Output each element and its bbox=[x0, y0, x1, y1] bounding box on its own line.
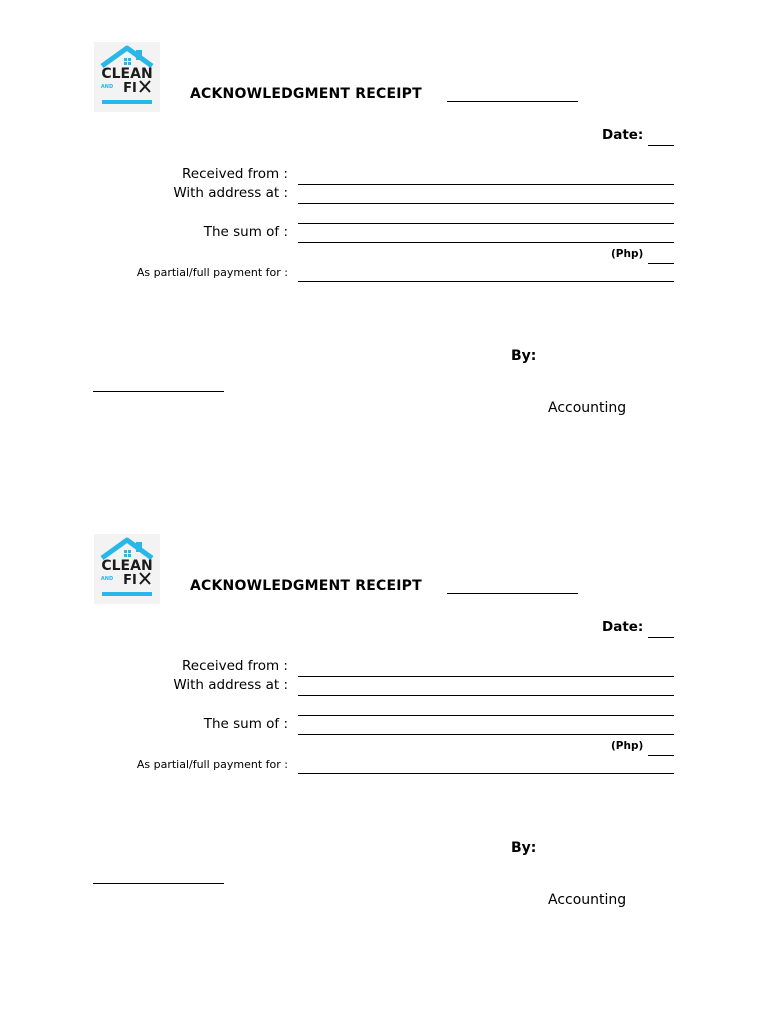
svg-text:FI: FI bbox=[123, 81, 137, 96]
sum-label: The sum of : bbox=[203, 224, 288, 240]
signatory-label: Accounting bbox=[548, 400, 627, 416]
sum-label: The sum of : bbox=[203, 716, 288, 732]
payment-for-field[interactable] bbox=[298, 281, 674, 282]
signature-line[interactable] bbox=[93, 883, 224, 884]
received-from-field[interactable] bbox=[298, 676, 674, 677]
address-field[interactable] bbox=[298, 695, 674, 696]
date-label: Date: bbox=[602, 127, 644, 143]
address-field[interactable] bbox=[298, 203, 674, 204]
svg-text:CLEAN: CLEAN bbox=[101, 66, 153, 82]
signature-line[interactable] bbox=[93, 391, 224, 392]
payment-for-label: As partial/full payment for : bbox=[136, 758, 288, 771]
sum-field[interactable] bbox=[298, 734, 674, 735]
svg-text:AND: AND bbox=[100, 84, 114, 90]
date-label: Date: bbox=[602, 619, 644, 635]
svg-text:CLEAN: CLEAN bbox=[101, 558, 153, 574]
address-field-line-2[interactable] bbox=[298, 223, 674, 224]
by-label: By: bbox=[511, 348, 537, 364]
receipt-title: ACKNOWLEDGMENT RECEIPT bbox=[190, 578, 422, 594]
receipt bbox=[0, 0, 768, 492]
svg-text:AND: AND bbox=[100, 576, 114, 582]
received-from-field[interactable] bbox=[298, 184, 674, 185]
signatory-label: Accounting bbox=[548, 892, 627, 908]
currency-label: (Php) bbox=[611, 740, 644, 752]
payment-for-label: As partial/full payment for : bbox=[136, 266, 288, 279]
currency-label: (Php) bbox=[611, 248, 644, 260]
amount-field[interactable] bbox=[648, 263, 674, 264]
receipt-title: ACKNOWLEDGMENT RECEIPT bbox=[190, 86, 422, 102]
amount-field[interactable] bbox=[648, 755, 674, 756]
address-label: With address at : bbox=[173, 185, 288, 201]
receipt-number-blank[interactable] bbox=[447, 593, 578, 594]
svg-text:FI: FI bbox=[123, 573, 137, 588]
date-field[interactable] bbox=[648, 637, 674, 638]
by-label: By: bbox=[511, 840, 537, 856]
clean-and-fix-logo bbox=[94, 42, 160, 112]
clean-and-fix-logo bbox=[94, 534, 160, 604]
receipt bbox=[0, 492, 768, 984]
address-field-line-2[interactable] bbox=[298, 715, 674, 716]
date-field[interactable] bbox=[648, 145, 674, 146]
receipt-number-blank[interactable] bbox=[447, 101, 578, 102]
received-from-label: Received from : bbox=[182, 166, 288, 182]
address-label: With address at : bbox=[173, 677, 288, 693]
received-from-label: Received from : bbox=[182, 658, 288, 674]
payment-for-field[interactable] bbox=[298, 773, 674, 774]
sum-field[interactable] bbox=[298, 242, 674, 243]
